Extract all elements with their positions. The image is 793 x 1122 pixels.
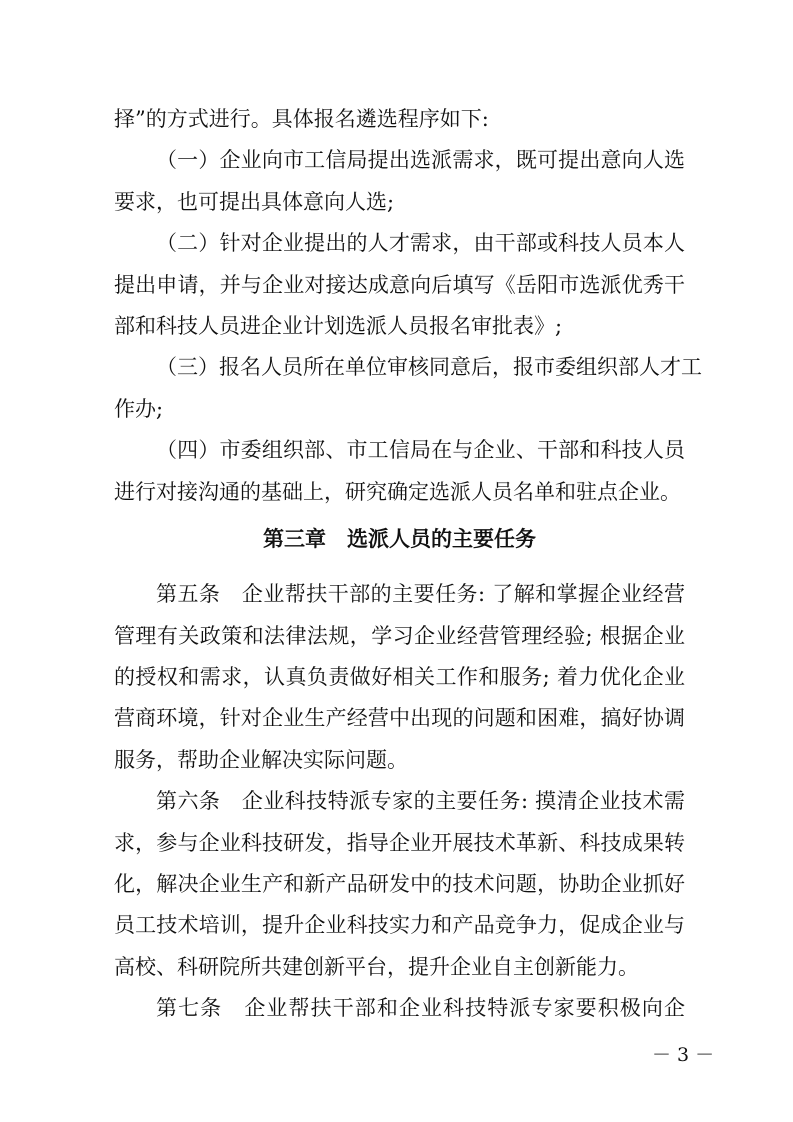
paragraph bbox=[114, 223, 685, 347]
paragraph bbox=[114, 430, 685, 513]
paragraph bbox=[114, 988, 685, 1029]
chapter-heading: 第三章 选派人员的主要任务 bbox=[263, 527, 536, 552]
paragraph bbox=[114, 781, 685, 988]
text-line: 第六条 企业科技特派专家的主要任务: 摸清企业技术需 bbox=[156, 789, 685, 814]
page-number: － 3 － bbox=[652, 1044, 715, 1066]
text-line: （四）市委组织部、市工信局在与企业、干部和科技人员 bbox=[156, 438, 685, 463]
document-body bbox=[114, 99, 702, 1030]
text-line: 营商环境，针对企业生产经营中出现的问题和困难，搞好协调 bbox=[114, 706, 685, 731]
text-line: （一）企业向市工信局提出选派需求，既可提出意向人选 bbox=[156, 148, 685, 173]
text-line: 择”的方式进行。具体报名遴选程序如下: bbox=[114, 107, 489, 131]
paragraph bbox=[114, 347, 702, 430]
text-line: 化，解决企业生产和新产品研发中的技术问题，协助企业抓好 bbox=[114, 872, 685, 897]
paragraph bbox=[114, 140, 685, 223]
text-line: 作办; bbox=[114, 396, 164, 421]
text-line: （三）报名人员所在单位审核同意后，报市委组织部人才工 bbox=[156, 355, 702, 380]
text-line: 高校、科研院所共建创新平台，提升企业自主创新能力。 bbox=[114, 954, 639, 979]
text-line: 第五条 企业帮扶干部的主要任务: 了解和掌握企业经营 bbox=[156, 582, 685, 607]
text-line: 服务，帮助企业解决实际问题。 bbox=[114, 747, 408, 772]
procedure-section bbox=[114, 99, 702, 513]
text-line: 提出申请，并与企业对接达成意向后填写《岳阳市选派优秀干 bbox=[114, 272, 685, 297]
text-line: 第七条 企业帮扶干部和企业科技特派专家要积极向企 bbox=[156, 996, 685, 1021]
text-line: 求，参与企业科技研发，指导企业开展技术革新、科技成果转 bbox=[114, 830, 685, 855]
text-line: 进行对接沟通的基础上，研究确定选派人员名单和驻点企业。 bbox=[114, 479, 681, 504]
text-line: 管理有关政策和法律法规，学习企业经营管理经验; 根据企业 bbox=[114, 623, 685, 648]
text-line: 部和科技人员进企业计划选派人员报名审批表》; bbox=[114, 313, 563, 338]
text-line: 员工技术培训，提升企业科技实力和产品竞争力，促成企业与 bbox=[114, 913, 685, 938]
text-line: 的授权和需求，认真负责做好相关工作和服务; 着力优化企业 bbox=[114, 665, 685, 690]
text-line: （二）针对企业提出的人才需求，由干部或科技人员本人 bbox=[156, 231, 685, 256]
text-line: 要求，也可提出具体意向人选; bbox=[114, 189, 395, 214]
articles-section bbox=[114, 574, 685, 1029]
paragraph bbox=[114, 99, 685, 140]
paragraph bbox=[114, 574, 685, 781]
